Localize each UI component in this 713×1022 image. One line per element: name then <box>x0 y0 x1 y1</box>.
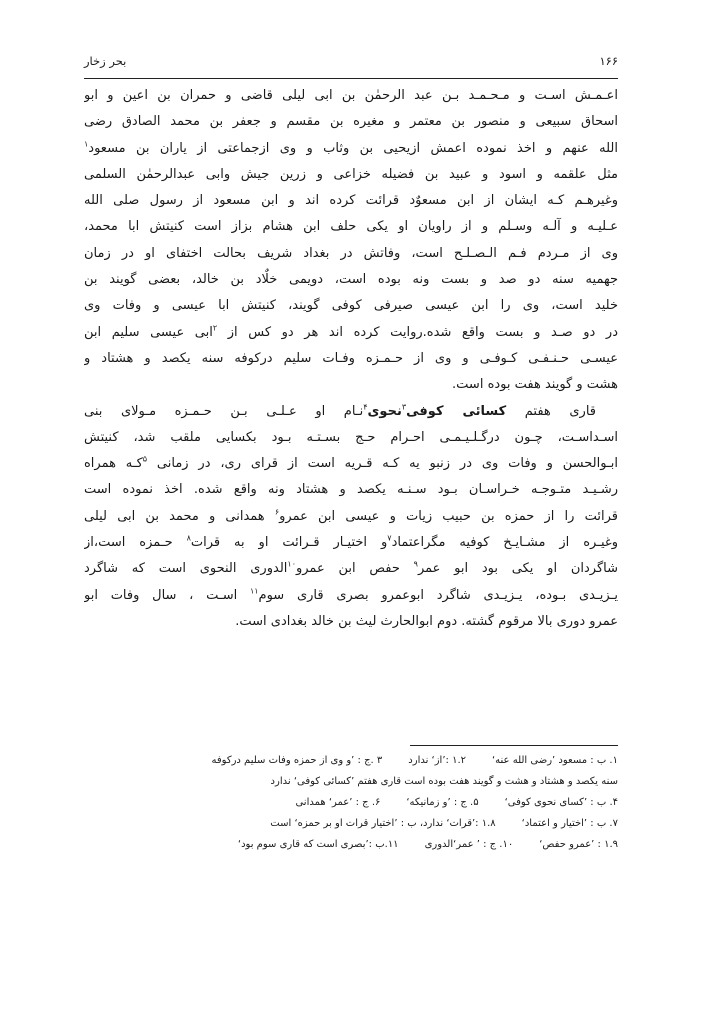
body-line: وغیرهـم کـه ایشان از ابن مسعوٌد قرائت کرده اند و ابن مسعود از رسول صلی الله <box>84 193 618 209</box>
body-line: اعـمـش اسـت و مـحـمـد بـن عبد الرحمٰن بن ابی لیلی قاضی و حمران بن اعین و ابو <box>84 88 618 103</box>
footnote-marker: ۱۱ <box>249 586 259 596</box>
body-text <box>84 83 618 635</box>
footnote: ۱.۲ :’از‘ ندارد <box>408 755 466 766</box>
footnote-rule <box>410 745 618 746</box>
footnote-marker: ۹ <box>413 560 418 570</box>
footnote-marker: ۵ <box>142 454 148 464</box>
footnote-row <box>84 771 618 792</box>
body-line: قاری هفتم کسائی کوفی$^۳$نحوی$^۴$نـام او عـلـی بـن حـمـزه مـولای بنی <box>84 402 596 419</box>
footnote-row <box>84 792 618 813</box>
footnote-marker: ۷ <box>387 533 392 543</box>
footnote-marker: ۸ <box>186 533 191 543</box>
body-line: شاگردان او یکی بود ابو عمر$^۹$ حفص ابن عمرو$^{۱۰}$الدوری النحوی است که شاگرد <box>84 560 618 577</box>
footnote: ۱.۹ : ’عمرو حفص‘ <box>539 839 618 850</box>
body-line: وی از مـردم فـم الـصـلـح است، وفاتش در بغداد شریف بحالت اختفای او در زمان <box>84 245 618 261</box>
bold-name: کسائی کوفی <box>406 403 507 419</box>
body-line: قرائت را از حمزه بن حبیب زیات و عیسی ابن عمرو$^۶$ همدانی و محمد بن ابی لیلی <box>84 507 618 524</box>
body-line: خلید است، وی را ابن عیسی صیرفی کوفی گویند، کنیتش ابا عیسی و وفات وی <box>84 298 618 314</box>
footnote-row <box>84 813 618 834</box>
page-number: ۱۶۶ <box>599 54 618 68</box>
body-line: اسـداسـت، چـون درگـلـیـمـی احـرام حـج بسـتـه بـود بکسایی ملقب شد، کنیتش <box>84 429 618 445</box>
footnote: سنه یکصد و هشتاد و هشت و گویند هفت بوده است قاری هفتم ’کسائی کوفی‘ ندارد <box>270 776 618 787</box>
body-line: وغیـره از مشـایـخ کوفیه مگراعتماد$^۷$و اختیـار قـرائت او به قرات$^۸$ حـمزه است،از <box>84 533 618 551</box>
bold-title: نحوی <box>367 403 402 419</box>
body-line: عـلیـه و آلـه وسـلم و از راویان او یکی حلف ابن هشام بزاز است کنیتش ابا محمد، <box>84 219 618 235</box>
body-line: مثل علقمه و اسود و عبید بن فضیله خزاعی و زرین جیش وابی عبدالرحمٰن السلمی <box>84 166 618 182</box>
page-header <box>84 54 618 74</box>
footnote-marker: ۶ <box>274 507 280 517</box>
footnote-marker: ۳ <box>401 402 407 412</box>
body-line: یـزیـدی بـوده، یـزیـدی شاگرد ابوعمرو بصری قاری سوم$^{۱۱}$ اسـت ، سال وفات ابو <box>84 586 618 603</box>
footnote: ۶. ج : ’عمر‘ همدانی <box>295 797 381 808</box>
body-line: رشـیـد متـوجـه خـراسـان بـود سـنـه یکصد و هشتاد ونه واقع شده. اخذ نموده است <box>84 482 618 498</box>
footnote: ۱. ب : مسعود ’رضی الله عنه‘ <box>492 755 618 766</box>
footnote-row <box>84 750 618 771</box>
footnote: ۱۱.ب :’بصری است که قاری سوم بود‘ <box>237 839 399 850</box>
body-line: عیسـی حـنـفـی کـوفـی و وی از حـمـزه وفـات سلیم درکوفه سنه یکصد و هشتاد و <box>84 350 618 366</box>
body-line: جهمیه سنه دو صد و بست ونه بوده است، دویمی خلٌاد بن خالد، بعضی گویند بن <box>84 272 618 288</box>
footnote: ۱.۸ :’قرات‘ ندارد، ب : ’اختیار قرات او بر حمزه‘ است <box>270 818 496 829</box>
body-line: عمرو دوری بالا مرقوم گشته. دوم ابوالحارث لیث بن خالد بغدادی است. <box>235 613 618 629</box>
body-line: اسحاق سبیعی و منصور بن معتمر و مغیره بن مقسم و جعفر بن محمد الصادق رضی <box>84 114 618 130</box>
footnote: ۴. ب : ’کسای نحوی کوفی‘ <box>504 797 618 808</box>
footnotes <box>84 750 618 855</box>
body-line: ابـوالحسن و وفات وی در زنبو یه کـه قـریه است از قرای ری، در زمانی $^۵$کـه همراه <box>84 454 618 472</box>
footnote: ۵. ج : ’و زمانیکه‘ <box>406 797 479 808</box>
footnote-row <box>84 834 618 855</box>
footnote-marker: ۱ <box>84 139 89 149</box>
footnote: ۳ .ج : ’و وی از حمزه وفات سلیم درکوفه <box>211 755 383 766</box>
header-rule <box>84 78 618 79</box>
footnote: ۷. ب : ’اختیار و اعتماد‘ <box>521 818 618 829</box>
body-line: در دو صـد و بست واقع شده.روایت کرده اند هر دو کس از $^۲$ابی عیسی سلیم ابن <box>84 323 618 340</box>
body-line: هشت و گویند هفت بوده است. <box>452 377 618 393</box>
body-line: الله عنهم و اخذ نموده اعمش ازیحیی بن وثاب و وی ازجماعتی از یاران بن مسعود$^۱$ <box>84 139 618 156</box>
running-title: بحر زخار <box>84 54 127 68</box>
footnote-marker: ۱۰ <box>287 560 296 570</box>
footnote: ۱۰. ج : ’ عمر‘الدوری <box>424 839 514 850</box>
footnote-marker: ۴ <box>363 402 368 412</box>
footnote-marker: ۲ <box>212 323 218 333</box>
